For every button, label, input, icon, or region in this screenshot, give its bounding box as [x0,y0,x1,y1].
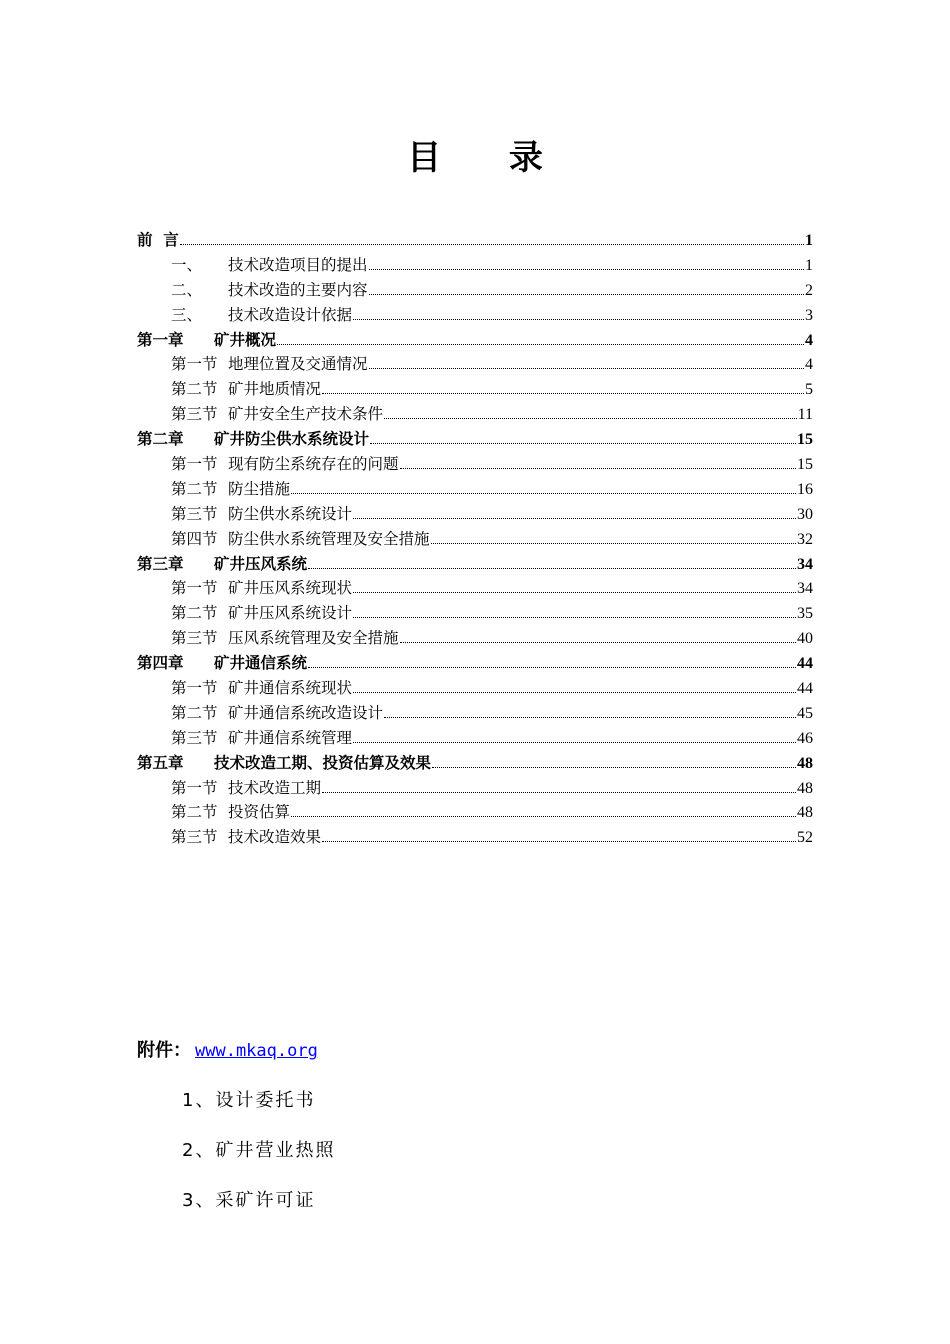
toc-text: 压风系统管理及安全措施 [228,629,399,648]
toc-section-row[interactable] [137,825,813,850]
toc-leader-dots [322,392,804,394]
toc-page-number: 4 [805,331,813,349]
toc-number: 第三节 [171,629,218,648]
toc-text: 矿井压风系统现状 [228,579,353,598]
attachment-item: 3、采矿许可证 [182,1190,316,1211]
toc-text: 矿井通信系统管理 [228,728,353,747]
toc-section-row[interactable] [137,502,813,527]
toc-text: 技术改造效果 [228,828,322,847]
toc-leader-dots [322,840,796,842]
toc-page-number: 48 [797,804,813,822]
toc-label [171,377,321,402]
toc-section-row[interactable] [137,576,813,601]
toc-number: 第四节 [171,529,218,548]
toc-label [171,676,352,701]
toc-number: 第二章 [137,430,184,449]
toc-leader-dots [322,791,796,793]
toc-page-number: 45 [797,704,813,722]
toc-page-number: 11 [797,406,813,424]
toc-leader-dots [353,517,796,519]
toc-section-row[interactable] [137,776,813,801]
toc-number: 第二节 [171,703,218,722]
toc-label [171,477,290,502]
toc-chapter-row[interactable] [137,228,813,253]
toc-number: 第二节 [171,604,218,623]
toc-section-row[interactable] [137,726,813,751]
toc-text: 矿井压风系统设计 [228,604,353,623]
toc-text: 矿井通信系统改造设计 [228,703,384,722]
toc-page-number: 44 [797,655,813,673]
toc-label [137,427,369,452]
toc-leader-dots [353,616,796,618]
toc-leader-dots [353,591,796,593]
toc-leader-dots [308,567,796,569]
table-of-contents [137,228,813,850]
toc-number: 第三节 [171,828,218,847]
toc-label [137,651,307,676]
toc-page-number: 40 [797,630,813,648]
toc-number: 第三节 [171,405,218,424]
toc-page-number: 30 [797,505,813,523]
toc-text: 矿井概况 [214,330,277,349]
toc-section-row[interactable] [137,402,813,427]
attachment-item: 2、矿井营业热照 [182,1140,336,1161]
toc-page-number: 5 [805,381,813,399]
toc-number: 第三节 [171,728,218,747]
toc-page-number: 2 [805,281,813,299]
toc-leader-dots [291,815,796,817]
toc-label [171,303,352,328]
toc-label [171,601,352,626]
toc-page-number: 52 [797,829,813,847]
toc-label [171,776,321,801]
toc-text: 现有防尘系统存在的问题 [228,455,399,474]
toc-label [171,278,368,303]
toc-leader-dots [353,741,796,743]
toc-label [171,253,368,278]
toc-text: 矿井安全生产技术条件 [228,405,384,424]
toc-leader-dots [369,367,804,369]
toc-page-number: 4 [805,356,813,374]
toc-page-number: 35 [797,605,813,623]
page-title: 目 录 [407,138,571,178]
toc-section-row[interactable] [137,800,813,825]
toc-number: 一、 [171,255,203,274]
toc-label [171,701,383,726]
toc-page-number: 34 [797,580,813,598]
toc-number: 第三节 [171,504,218,523]
attachment-item: 1、设计委托书 [182,1090,316,1111]
toc-text: 防尘供水系统设计 [228,504,353,523]
toc-text: 矿井防尘供水系统设计 [214,430,370,449]
toc-leader-dots [384,417,797,419]
toc-section-row[interactable] [137,676,813,701]
toc-text: 矿井地质情况 [228,380,322,399]
toc-leader-dots [369,293,804,295]
toc-text: 矿井通信系统现状 [228,679,353,698]
toc-section-row[interactable] [137,601,813,626]
toc-section-row[interactable] [137,452,813,477]
toc-leader-dots [384,716,796,718]
toc-page-number: 15 [797,456,813,474]
toc-number: 第五章 [137,753,184,772]
toc-number: 第二节 [171,803,218,822]
toc-text: 投资估算 [228,803,291,822]
toc-label [171,502,352,527]
toc-section-row[interactable] [137,278,813,303]
toc-text: 技术改造工期、投资估算及效果 [214,753,432,772]
toc-section-row[interactable] [137,701,813,726]
toc-label [171,726,352,751]
appendix-link[interactable]: www.mkaq.org [195,1041,318,1061]
toc-label [171,402,383,427]
toc-chapter-row[interactable] [137,651,813,676]
toc-number: 第一节 [171,355,218,374]
toc-text: 技术改造的主要内容 [228,280,368,299]
toc-leader-dots [400,467,796,469]
toc-label [137,228,179,253]
toc-text: 防尘措施 [228,479,291,498]
toc-leader-dots [353,318,804,320]
toc-text: 技术改造项目的提出 [228,255,368,274]
toc-leader-dots [431,542,796,544]
toc-leader-dots [369,268,804,270]
toc-text: 防尘供水系统管理及安全措施 [228,529,430,548]
toc-section-row[interactable] [137,527,813,552]
toc-label [171,626,399,651]
toc-section-row[interactable] [137,377,813,402]
toc-label [171,352,368,377]
toc-number: 前 言 [137,231,179,249]
toc-leader-dots [291,492,796,494]
toc-label [137,328,276,353]
toc-label [171,800,290,825]
toc-leader-dots [308,666,796,668]
toc-section-row[interactable] [137,303,813,328]
toc-number: 三、 [171,305,203,324]
toc-page-number: 46 [797,729,813,747]
toc-number: 第四章 [137,654,184,673]
toc-section-row[interactable] [137,626,813,651]
toc-label [137,751,431,776]
toc-section-row[interactable] [137,477,813,502]
toc-page-number: 16 [797,480,813,498]
toc-page-number: 15 [797,431,813,449]
toc-label [171,825,321,850]
toc-number: 第一节 [171,679,218,698]
toc-leader-dots [277,343,804,345]
toc-label [137,552,307,577]
toc-number: 第一节 [171,579,218,598]
toc-leader-dots [432,766,796,768]
toc-page-number: 3 [805,306,813,324]
toc-section-row[interactable] [137,352,813,377]
toc-chapter-row[interactable] [137,751,813,776]
toc-text: 矿井压风系统 [214,554,308,573]
toc-page-number: 44 [797,680,813,698]
toc-number: 第一章 [137,330,184,349]
toc-number: 第二节 [171,479,218,498]
toc-number: 第一节 [171,778,218,797]
toc-page-number: 48 [797,779,813,797]
toc-leader-dots [180,243,804,245]
toc-number: 第一节 [171,455,218,474]
toc-section-row[interactable] [137,253,813,278]
toc-leader-dots [353,691,796,693]
toc-page-number: 48 [797,754,813,772]
toc-text: 技术改造设计依据 [228,305,353,324]
toc-page-number: 32 [797,530,813,548]
toc-chapter-row[interactable] [137,427,813,452]
toc-label [171,527,430,552]
toc-label [171,576,352,601]
toc-number: 第二节 [171,380,218,399]
toc-number: 第三章 [137,554,184,573]
toc-leader-dots [370,442,796,444]
toc-text: 地理位置及交通情况 [228,355,368,374]
toc-page-number: 1 [805,256,813,274]
toc-text: 矿井通信系统 [214,654,308,673]
toc-page-number: 34 [797,555,813,573]
appendix-heading-line [137,1036,318,1062]
toc-leader-dots [400,641,796,643]
appendix-heading: 附件： [137,1040,191,1061]
toc-text: 技术改造工期 [228,778,322,797]
toc-chapter-row[interactable] [137,552,813,577]
toc-number: 二、 [171,280,203,299]
toc-page-number: 1 [805,232,813,249]
toc-label [171,452,399,477]
toc-chapter-row[interactable] [137,328,813,353]
